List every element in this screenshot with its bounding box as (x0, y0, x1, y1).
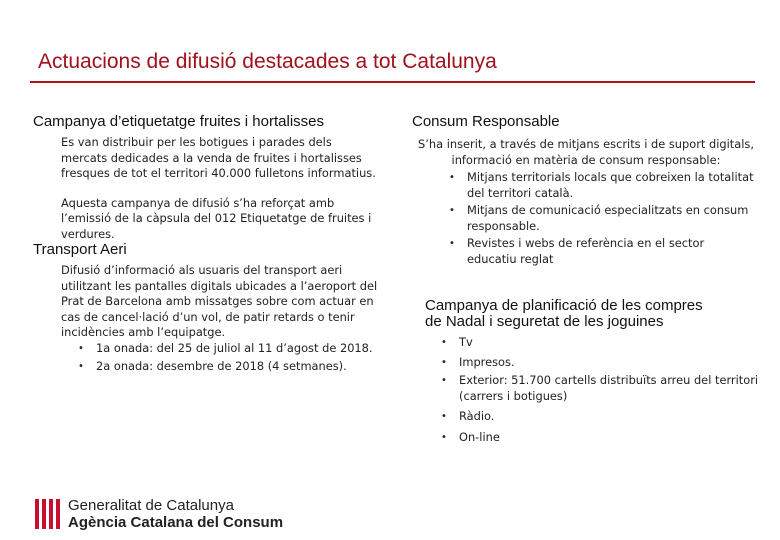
etiquetatge-paragraph-1: Es van distribuir per les botigues i parades dels mercats dedicades a la venda de fruites i hortalisses fresques de tot el territori 40.000 fulletons informatius. (61, 135, 376, 180)
heading-consum-responsable: Consum Responsable (412, 113, 560, 130)
list-item: • Impresos. (459, 355, 759, 371)
logo-line-2: Agència Catalana del Consum (68, 514, 284, 531)
list-item: • Mitjans territorials locals que cobreixen la totalitat del territori català. (467, 170, 757, 201)
list-item: • 1a onada: del 25 de juliol al 11 d’agost de 2018. (96, 341, 391, 357)
etiquetatge-paragraph-2: Aquesta campanya de difusió s’ha reforçat amb l’emissió de la càpsula del 012 Etiquetatge de fruites i verdures. (61, 195, 372, 241)
logo-line-1: Generalitat de Catalunya (68, 497, 234, 514)
transport-paragraph: Difusió d’informació als usuaris del transport aeri utilitzant les pantalles digitals ubicades a l’aeroport del Prat de Barcelona amb missatges sobre com actuar en cas de cancel·lació d’un vol, de patir retards o tenir incidències amb l’equipatge. (61, 263, 378, 339)
list-item: • Revistes i webs de referència en el sector educatiu reglat (467, 236, 757, 267)
consum-body (412, 137, 760, 267)
heading-nadal (425, 298, 703, 330)
list-item: • 2a onada: desembre de 2018 (4 setmanes). (96, 359, 391, 375)
consum-intro: S’ha inserit, a través de mitjans escrits i de suport digitals, informació en matèria de consum responsable: (418, 137, 754, 167)
list-item: • Exterior: 51.700 cartells distribuïts arreu del territori (carrers i botigues) (459, 373, 759, 404)
heading-transport-aeri: Transport Aeri (33, 241, 127, 258)
page-title: Actuacions de difusió destacades a tot Catalunya (38, 50, 497, 73)
list-item: • Ràdio. (459, 409, 759, 425)
list-item: • On-line (459, 430, 759, 446)
heading-etiquetatge: Campanya d’etiquetatge fruites i hortalisses (33, 113, 324, 130)
list-item: • Tv (459, 335, 759, 351)
title-divider (30, 81, 755, 83)
heading-nadal-line-1: Campanya de planificació de les compres (425, 297, 703, 314)
generalitat-stripes-icon (34, 499, 62, 529)
transport-bullet-list (61, 341, 391, 375)
etiquetatge-body (61, 135, 381, 242)
nadal-body (459, 335, 759, 445)
consum-bullet-list (412, 170, 757, 267)
nadal-bullet-list (459, 335, 759, 445)
transport-body (61, 263, 391, 375)
list-item: • Mitjans de comunicació especialitzats en consum responsable. (467, 203, 757, 234)
logo-text (68, 497, 283, 531)
heading-nadal-line-2: de Nadal i seguretat de les joguines (425, 313, 664, 330)
